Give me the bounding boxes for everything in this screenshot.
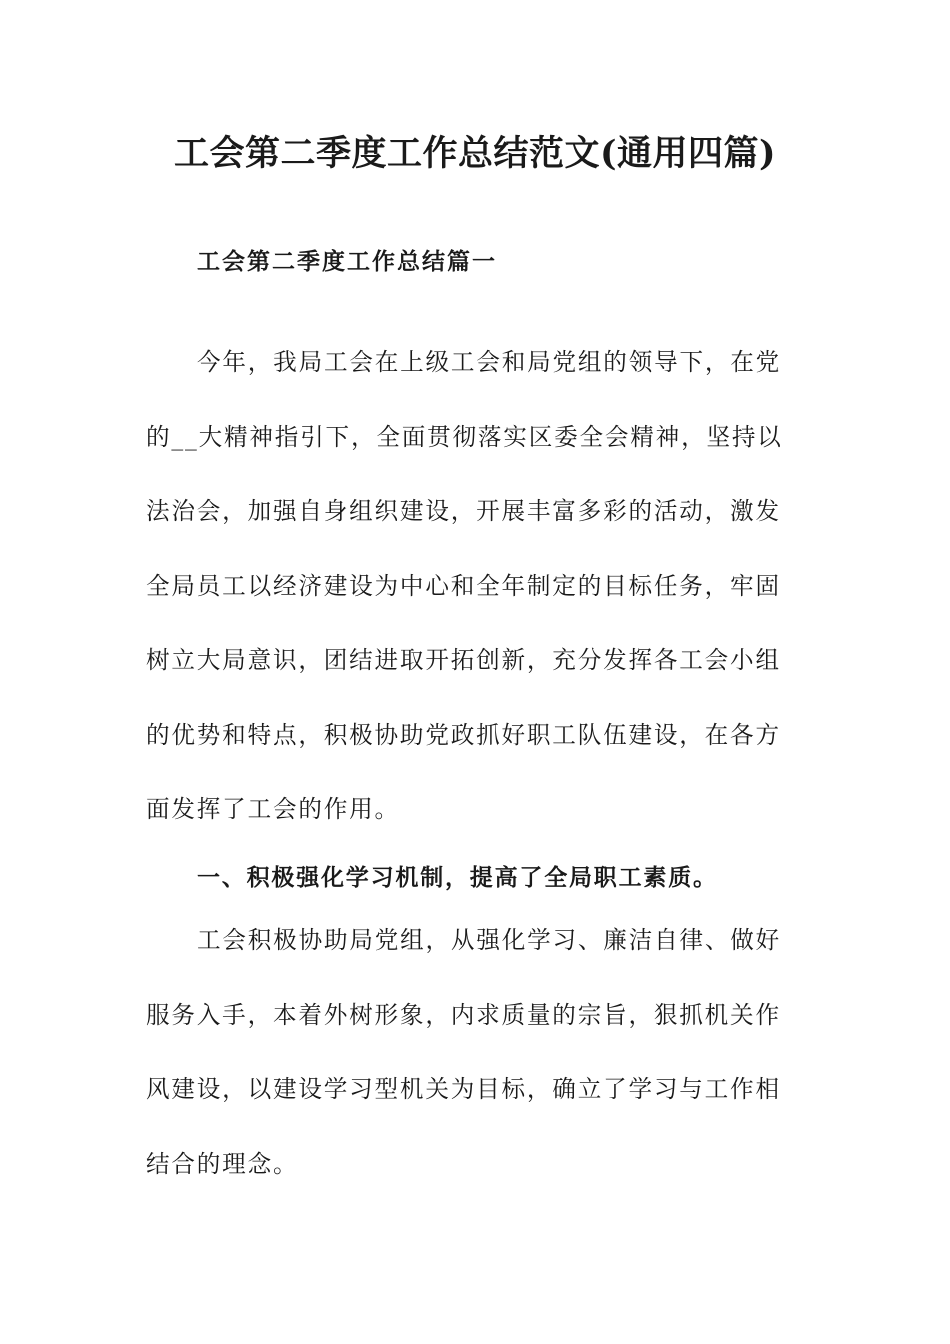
paragraph-line: 今年，我局工会在上级工会和局党组的领导下，在党 — [197, 348, 782, 376]
section-heading-1: 一、积极强化学习机制，提高了全局职工素质。 — [197, 865, 718, 891]
paragraph-line: 服务入手，本着外树形象，内求质量的宗旨，狠抓机关作 — [146, 1000, 781, 1029]
document-title: 工会第二季度工作总结范文(通用四篇) — [173, 133, 777, 174]
paragraph-line: 全局员工以经济建设为中心和全年制定的目标任务，牢固 — [146, 571, 781, 600]
paragraph-line: 的__大精神指引下，全面贯彻落实区委全会精神，坚持以 — [146, 422, 783, 451]
paragraph-line: 风建设，以建设学习型机关为目标，确立了学习与工作相 — [146, 1075, 781, 1103]
paragraph-line: 工会积极协助局党组，从强化学习、廉洁自律、做好 — [197, 926, 782, 954]
paragraph-line: 结合的理念。 — [146, 1149, 299, 1178]
article-subtitle: 工会第二季度工作总结篇一 — [197, 249, 497, 275]
paragraph-section-1 — [146, 922, 786, 1220]
paragraph-intro — [146, 344, 786, 866]
paragraph-line: 面发挥了工会的作用。 — [146, 795, 400, 823]
paragraph-line: 法治会，加强自身组织建设，开展丰富多彩的活动，激发 — [146, 497, 781, 525]
paragraph-line: 树立大局意识，团结进取开拓创新，充分发挥各工会小组 — [146, 646, 781, 674]
paragraph-line: 的优势和特点，积极协助党政抓好职工队伍建设，在各方 — [146, 720, 781, 749]
